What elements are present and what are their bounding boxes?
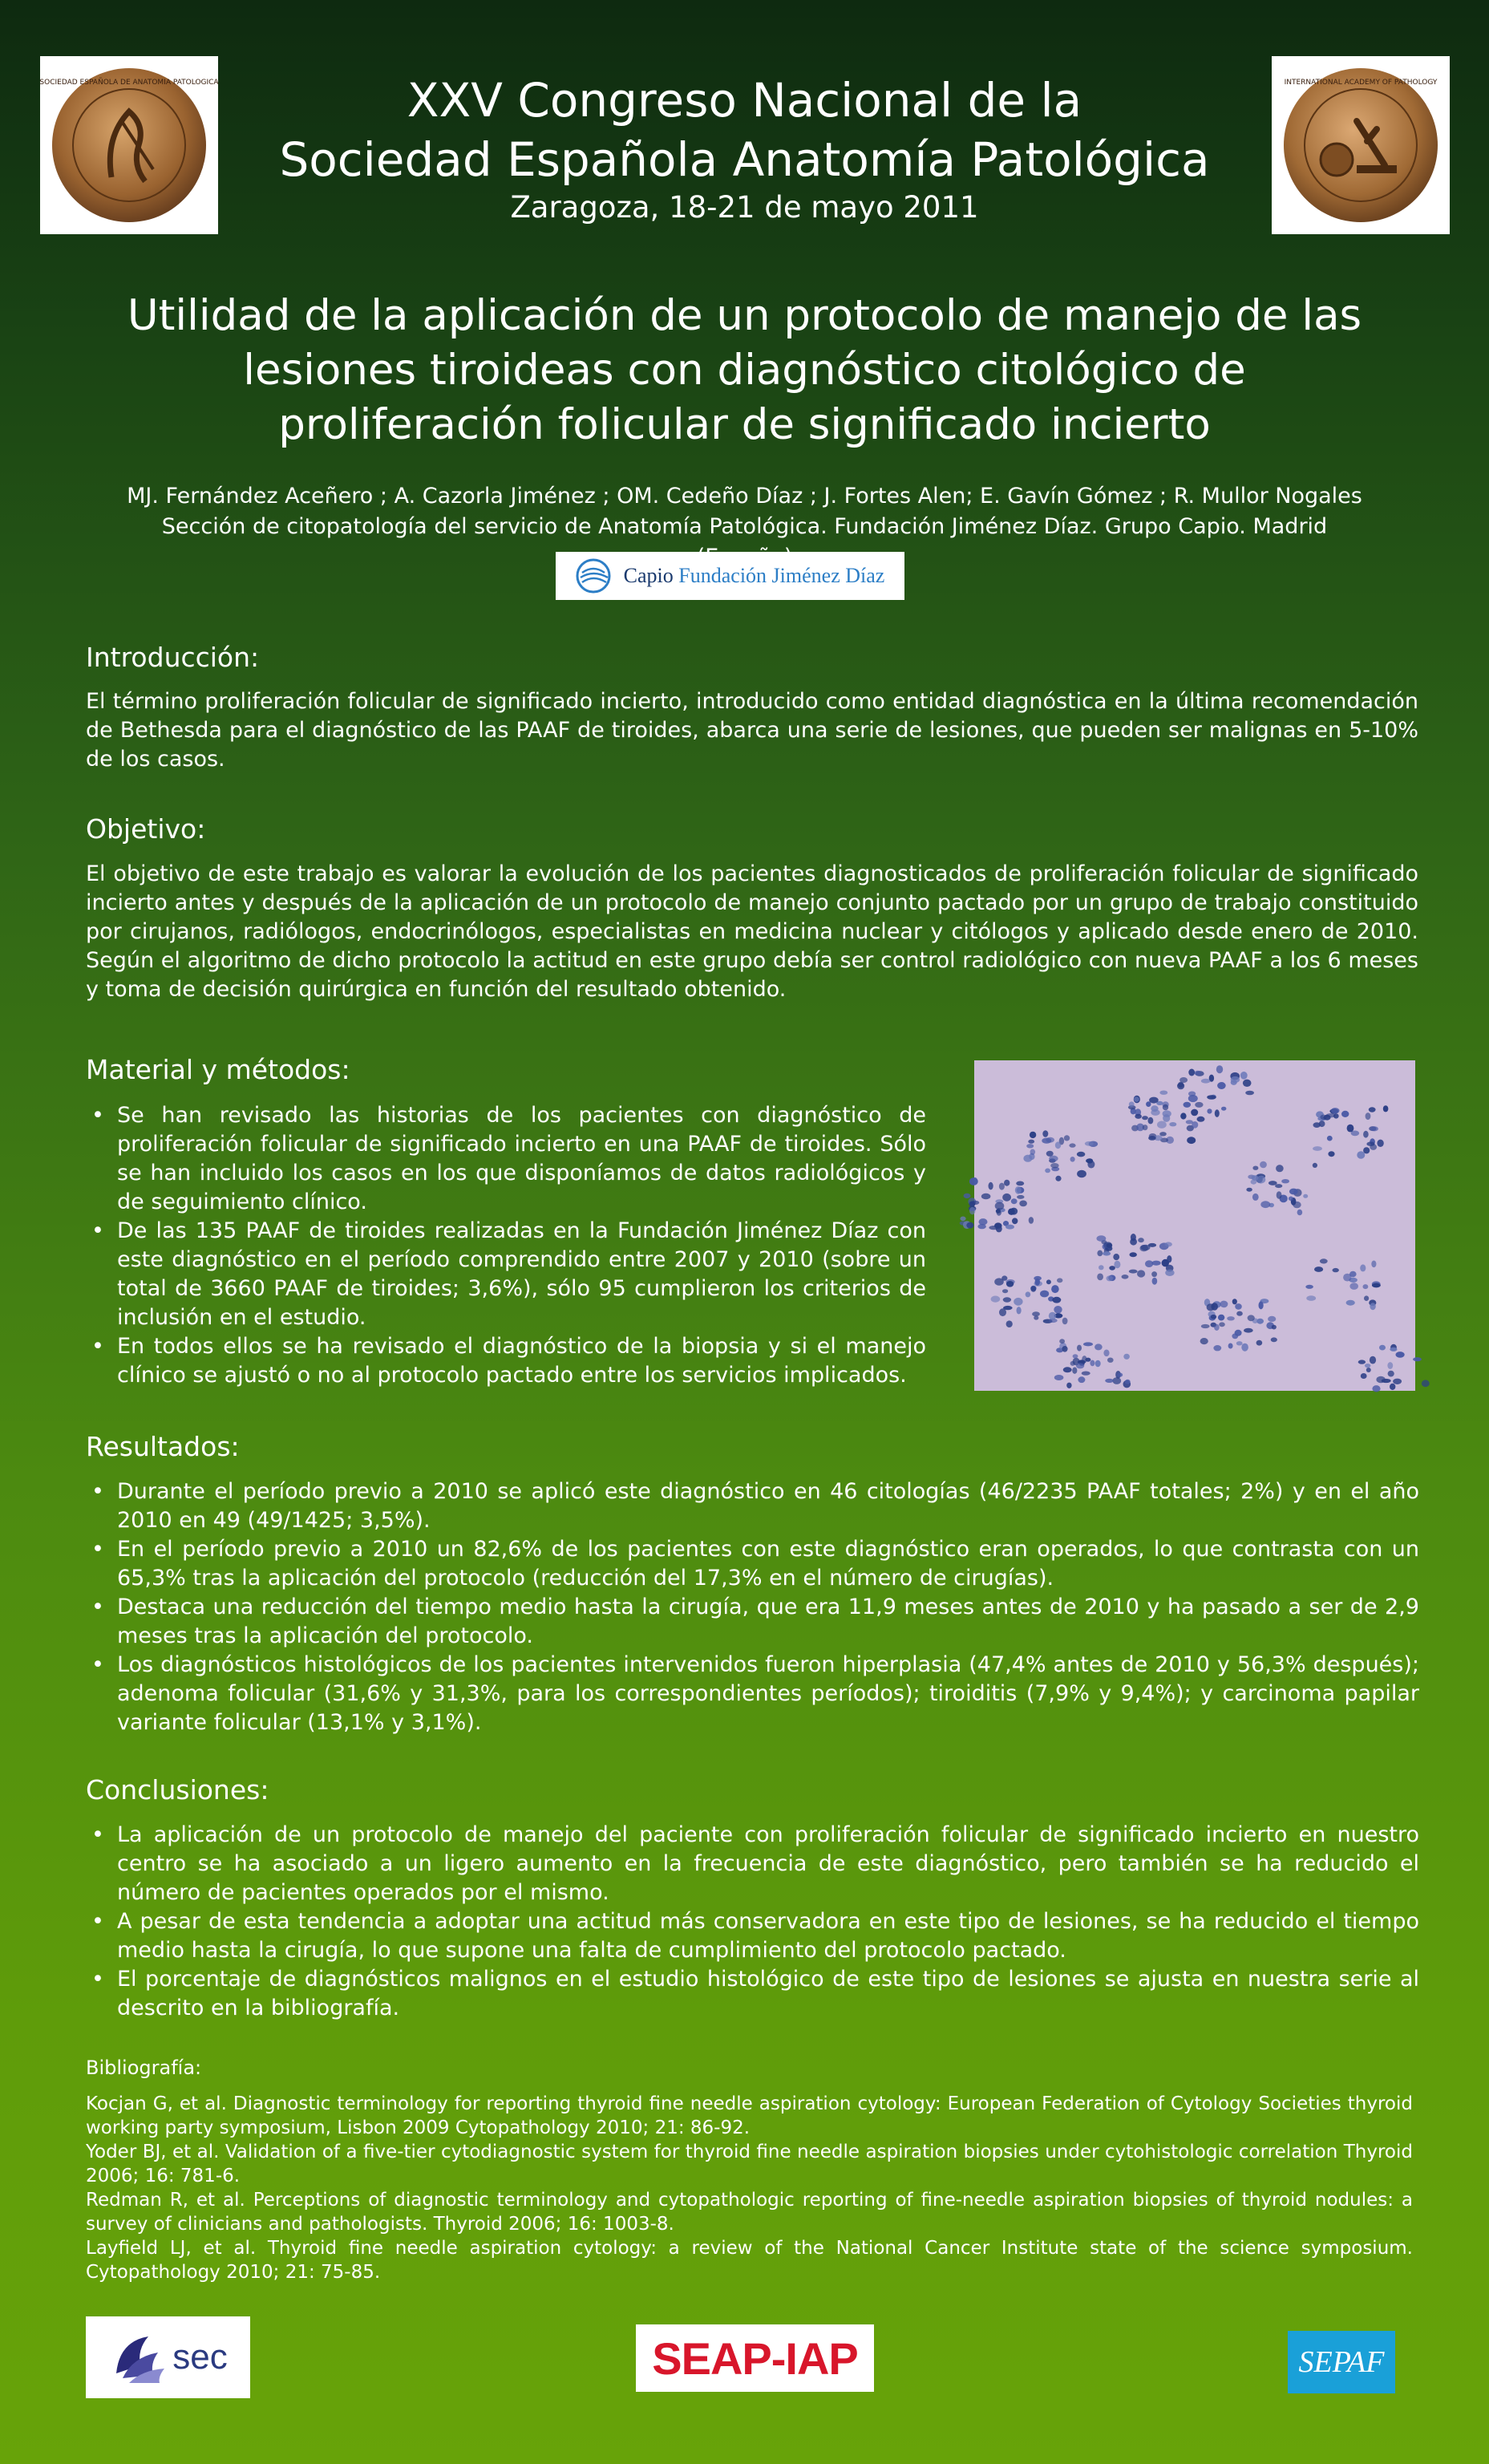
cell-nucleus [960, 1217, 965, 1222]
cell-nucleus [1365, 1364, 1370, 1368]
cell-nucleus [1151, 1105, 1158, 1112]
cell-nucleus [1114, 1261, 1120, 1269]
cell-nucleus [1072, 1368, 1077, 1374]
cell-nucleus [1097, 1250, 1103, 1257]
cell-nucleus [1289, 1197, 1293, 1202]
cell-nucleus [1103, 1251, 1111, 1255]
cell-nucleus [1082, 1372, 1090, 1376]
cell-nucleus [1195, 1102, 1203, 1108]
cell-nucleus [1372, 1385, 1380, 1392]
cell-nucleus [1011, 1198, 1018, 1204]
cell-nucleus [1369, 1107, 1376, 1112]
cell-nucleus [971, 1201, 979, 1205]
cell-nucleus [1240, 1072, 1248, 1080]
cell-nucleus [1149, 1097, 1159, 1104]
capio-logo-word: Capio [623, 564, 679, 587]
cell-nucleus [1085, 1358, 1090, 1362]
cell-nucleus [1017, 1195, 1024, 1199]
cell-nucleus [1103, 1350, 1109, 1357]
section-title-resultados: Resultados: [86, 1431, 240, 1462]
sepaf-logo-text: SEPAF [1298, 2345, 1385, 2379]
cell-nucleus [989, 1182, 993, 1190]
cell-nucleus [1054, 1375, 1064, 1380]
cell-nucleus [1019, 1201, 1027, 1207]
cell-nucleus [1113, 1254, 1119, 1260]
cell-nucleus [1320, 1258, 1328, 1263]
cell-nucleus [1148, 1243, 1156, 1247]
cell-nucleus [1180, 1112, 1186, 1119]
cell-nucleus [994, 1278, 1004, 1285]
cell-nucleus [1191, 1109, 1198, 1116]
resultados-item: • Durante el período previo a 2010 se aplicó este diagnóstico en 46 citologías (46/2235 PAAF totales; 2%) y en el año 2010 en 49 (49/1425; 3,5%). [88, 1477, 1419, 1535]
cell-nucleus [1383, 1105, 1389, 1112]
congress-location-date: Zaragoza, 18-21 de mayo 2011 [510, 190, 979, 225]
cell-nucleus [1241, 1343, 1248, 1352]
cell-nucleus [1012, 1218, 1018, 1224]
cell-nucleus [1049, 1156, 1058, 1162]
capio-logo-text [624, 564, 885, 588]
cell-nucleus [1187, 1137, 1196, 1144]
congress-title-line1: XXV Congreso Nacional de la [407, 73, 1082, 128]
cell-nucleus [1077, 1170, 1086, 1178]
cell-nucleus [1085, 1141, 1094, 1146]
cell-nucleus [1165, 1242, 1172, 1246]
cell-nucleus [1169, 1122, 1176, 1126]
cell-nucleus [1046, 1279, 1051, 1284]
cell-nucleus [1213, 1345, 1221, 1351]
sec-swoosh-icon [108, 2325, 172, 2389]
section-title-metodos: Material y métodos: [86, 1054, 350, 1085]
reference-item: Kocjan G, et al. Diagnostic terminology for reporting thyroid fine needle aspiration cytology: European Federation of Cytology Societies thyroid working party symposium, Lisbon 2009 Cytopathology 2010; 21: 86-92. [86, 2093, 1413, 2138]
cell-nucleus [1324, 1115, 1331, 1121]
resultados-item: • Los diagnósticos histológicos de los pacientes intervenidos fueron hiperplasia (47,4% antes de 2010 y 56,3% después); adenoma folicular (31,6% y 31,3%, para los correspondientes períodos); tiroiditis (7,9% y 9,4%); y carcinoma papilar variante folicular (13,1% y 3,1%). [88, 1651, 1419, 1737]
cell-nucleus [1130, 1238, 1137, 1246]
cell-nucleus [1343, 1274, 1351, 1282]
cell-nucleus [1032, 1311, 1040, 1316]
cell-nucleus [1137, 1270, 1145, 1277]
cell-nucleus [969, 1207, 975, 1214]
capio-fundacion-logo [556, 552, 904, 600]
cell-nucleus [1243, 1080, 1252, 1087]
cell-nucleus [1122, 1275, 1129, 1279]
metodos-list [88, 1101, 926, 1390]
cell-nucleus [1130, 1252, 1137, 1257]
cell-nucleus [1015, 1186, 1022, 1194]
sepaf-logo [1288, 2331, 1395, 2393]
cell-nucleus [1214, 1324, 1220, 1331]
section-title-bibliografia: Bibliografía: [86, 2057, 202, 2079]
conclusiones-item: • El porcentaje de diagnósticos malignos en el estudio histológico de este tipo de lesiones se ajusta en nuestra serie al descrito en la bibliografía. [88, 1965, 1419, 2023]
cell-nucleus [1349, 1283, 1358, 1290]
cell-nucleus [1379, 1345, 1386, 1351]
cell-nucleus [1123, 1354, 1130, 1360]
cell-nucleus [1159, 1091, 1167, 1095]
cell-nucleus [1207, 1108, 1212, 1113]
cell-nucleus [1259, 1301, 1264, 1309]
cell-nucleus [1358, 1360, 1366, 1364]
cell-nucleus [1256, 1319, 1264, 1324]
cell-nucleus [1366, 1368, 1371, 1372]
cell-nucleus [1006, 1281, 1014, 1287]
cell-nucleus [1028, 1140, 1034, 1144]
section-title-introduccion: Introducción: [86, 642, 260, 673]
cell-nucleus [973, 1177, 977, 1185]
cell-nucleus [1157, 1121, 1167, 1129]
cell-nucleus [995, 1202, 1005, 1210]
cell-nucleus [1107, 1358, 1114, 1363]
cell-nucleus [1070, 1157, 1075, 1162]
cell-nucleus [1313, 1146, 1322, 1151]
left-seal-text: SOCIEDAD ESPAÑOLA DE ANATOMIA PATOLOGICA [39, 79, 219, 87]
capio-swirl-icon [576, 558, 616, 594]
cell-nucleus [1393, 1379, 1402, 1384]
cell-nucleus [1314, 1266, 1323, 1272]
cell-nucleus [1142, 1116, 1148, 1120]
micrograph-image [974, 1060, 1415, 1391]
cell-nucleus [1260, 1201, 1270, 1208]
cell-nucleus [1232, 1299, 1237, 1304]
cell-nucleus [1107, 1243, 1112, 1248]
cell-nucleus [1017, 1307, 1022, 1314]
cell-nucleus [1293, 1202, 1301, 1208]
cell-nucleus [1146, 1101, 1151, 1107]
cell-nucleus [1313, 1163, 1317, 1168]
affiliation: Sección de citopatología del servicio de Anatomía Patológica. Fundación Jiménez Díaz. Grupo Capio. Madrid [161, 514, 1328, 539]
cell-nucleus [1319, 1121, 1325, 1127]
cell-nucleus [1235, 1303, 1242, 1310]
cell-nucleus [1252, 1194, 1259, 1201]
resultados-item: • En el período previo a 2010 un 82,6% de los pacientes con este diagnóstico eran operados, lo que contrasta con un 65,3% tras la aplicación del protocolo (reducción del 17,3% en el número de cirugías). [88, 1535, 1419, 1593]
cell-nucleus [1077, 1152, 1085, 1157]
cell-nucleus [1289, 1189, 1298, 1195]
cell-nucleus [1163, 1104, 1168, 1111]
cell-nucleus [1026, 1144, 1034, 1148]
cell-nucleus [1272, 1325, 1277, 1330]
cell-nucleus [1413, 1357, 1422, 1361]
seap-iap-logo-text: SEAP-IAP [652, 2332, 858, 2384]
cell-nucleus [1188, 1095, 1198, 1102]
cell-nucleus [999, 1183, 1005, 1190]
cell-nucleus [1152, 1278, 1158, 1285]
reference-item: Yoder BJ, et al. Validation of a five-tier cytodiagnostic system for thyroid fine needle aspiration biopsies under cytohistologic correlation Thyroid 2006; 16: 781-6. [86, 2142, 1413, 2186]
cell-nucleus [991, 1296, 1001, 1303]
cell-nucleus [1218, 1315, 1224, 1321]
cell-nucleus [1327, 1136, 1333, 1141]
cell-nucleus [1029, 1217, 1034, 1224]
cytology-micrograph [974, 1060, 1415, 1391]
section-title-objetivo: Objetivo: [86, 813, 206, 845]
cell-nucleus [1052, 1297, 1061, 1303]
cell-nucleus [1107, 1275, 1114, 1281]
cell-nucleus [1069, 1143, 1075, 1147]
cell-nucleus [1008, 1209, 1015, 1215]
cell-nucleus [1083, 1342, 1093, 1346]
cell-nucleus [1129, 1270, 1138, 1274]
cell-nucleus [1227, 1316, 1235, 1320]
cell-nucleus [1064, 1135, 1070, 1141]
cell-nucleus [1372, 1283, 1381, 1288]
cell-nucleus [1014, 1298, 1022, 1306]
cell-nucleus [1002, 1289, 1008, 1293]
cell-nucleus [1236, 1311, 1243, 1316]
cell-nucleus [1087, 1161, 1094, 1169]
cell-nucleus [1360, 1264, 1366, 1271]
cell-nucleus [1422, 1380, 1430, 1387]
cell-nucleus [996, 1209, 1001, 1214]
poster-title: Utilidad de la aplicación de un protocolo de manejo de las lesiones tiroideas con diagnóstico citológico de proliferación folicular de significado incierto [127, 291, 1362, 449]
cell-nucleus [1268, 1181, 1277, 1185]
cell-nucleus [1151, 1261, 1160, 1266]
cell-nucleus [1236, 1341, 1243, 1345]
cell-nucleus [1346, 1300, 1355, 1306]
cell-nucleus [1006, 1320, 1013, 1327]
conclusiones-item: • A pesar de esta tendencia a adoptar una actitud más conservadora en este tipo de lesiones, se ha reducido el tiempo medio hasta la cirugía, lo que supone una falta de cumplimiento del protocolo pactado. [88, 1907, 1419, 1965]
cell-nucleus [1252, 1166, 1258, 1170]
seap-iap-logo [636, 2324, 874, 2392]
cell-nucleus [994, 1222, 1002, 1228]
cell-nucleus [1179, 1077, 1188, 1083]
cell-nucleus [1207, 1303, 1215, 1311]
cell-nucleus [1151, 1271, 1157, 1277]
cell-nucleus [1370, 1303, 1375, 1310]
cell-nucleus [1162, 1259, 1169, 1267]
cell-nucleus [1049, 1312, 1056, 1320]
cell-nucleus [1390, 1384, 1395, 1390]
cell-nucleus [1034, 1315, 1038, 1319]
cell-nucleus [1228, 1343, 1233, 1349]
cell-nucleus [1148, 1117, 1154, 1125]
cell-nucleus [1076, 1363, 1084, 1368]
cell-nucleus [1177, 1083, 1184, 1090]
cell-nucleus [1219, 1322, 1225, 1327]
cell-nucleus [1221, 1107, 1226, 1111]
cell-nucleus [1252, 1175, 1259, 1181]
cell-nucleus [1333, 1268, 1339, 1272]
cell-nucleus [1095, 1360, 1101, 1368]
cell-nucleus [1390, 1348, 1397, 1352]
cell-nucleus [1192, 1121, 1198, 1129]
cell-nucleus [1371, 1261, 1376, 1268]
cell-nucleus [1303, 1194, 1308, 1198]
cell-nucleus [1377, 1140, 1383, 1147]
cell-nucleus [1135, 1114, 1142, 1119]
cell-nucleus [1197, 1116, 1205, 1122]
cell-nucleus [1035, 1279, 1040, 1286]
right-seal-text: INTERNATIONAL ACADEMY OF PATHOLOGY [1284, 79, 1438, 87]
cell-nucleus [1062, 1346, 1067, 1352]
metodos-item: • De las 135 PAAF de tiroides realizadas en la Fundación Jiménez Díaz con este diagnóstico en el período comprendido entre 2007 y 2010 (sobre un total de 3660 PAAF de tiroides; 3,6%), sólo 95 cumplieron los criterios de inclusión en el estudio. [88, 1217, 926, 1332]
cell-nucleus [1097, 1235, 1107, 1242]
cell-nucleus [1297, 1210, 1303, 1215]
cell-nucleus [1370, 1126, 1378, 1131]
cell-nucleus [1054, 1306, 1062, 1314]
cell-nucleus [1040, 1291, 1049, 1298]
cell-nucleus [1347, 1125, 1354, 1133]
cell-nucleus [1051, 1285, 1059, 1293]
cell-nucleus [1094, 1343, 1103, 1350]
cell-nucleus [1188, 1069, 1195, 1076]
cell-nucleus [1138, 1238, 1144, 1242]
cell-nucleus [1333, 1113, 1339, 1118]
introduccion-text: El término proliferación folicular de significado incierto, introducido como entidad diagnóstica en la última recomendación de Bethesda para el diagnóstico de las PAAF de tiroides, abarca una serie de lesiones, que pueden ser malignas en 5-10% de los casos. [86, 689, 1418, 772]
cell-nucleus [1305, 1285, 1313, 1289]
cell-nucleus [1277, 1191, 1282, 1199]
cell-nucleus [964, 1194, 971, 1198]
cell-nucleus [1370, 1356, 1376, 1364]
cell-nucleus [1005, 1225, 1014, 1230]
cell-nucleus [1388, 1371, 1394, 1377]
cell-nucleus [1366, 1141, 1374, 1146]
cell-nucleus [1090, 1360, 1094, 1367]
cell-nucleus [1211, 1315, 1216, 1319]
cell-nucleus [1109, 1266, 1115, 1270]
cell-nucleus [1023, 1155, 1032, 1162]
cell-nucleus [1055, 1176, 1061, 1181]
cell-nucleus [1306, 1295, 1316, 1301]
cell-nucleus [999, 1308, 1006, 1316]
cell-nucleus [1148, 1136, 1156, 1141]
cell-nucleus [1248, 1315, 1255, 1321]
cell-nucleus [1220, 1301, 1228, 1308]
congress-title-line2: Sociedad Española Anatomía Patológica [279, 132, 1210, 187]
objetivo-text: El objetivo de este trabajo es valorar la evolución de los pacientes diagnosticados de proliferación folicular de significado incierto antes y después de la aplicación de un protocolo de manejo conjunto pactado por un grupo de trabajo constituido por cirujanos, radiólogos, endocrinólogos, especialistas en medicina nuclear y citólogos y aplicado desde enero de 2010. Según el algoritmo de dicho protocolo la actitud en este grupo debía ser control radiológico con nueva PAAF a los 6 meses y toma de decisión quirúrgica en función del resultado obtenido. [86, 861, 1418, 1002]
cell-nucleus [1045, 1169, 1050, 1173]
cell-nucleus [1244, 1328, 1253, 1333]
cell-nucleus [1134, 1096, 1139, 1102]
cell-nucleus [1046, 1137, 1054, 1143]
cell-nucleus [1004, 1180, 1010, 1186]
cell-nucleus [1077, 1345, 1082, 1352]
cell-nucleus [979, 1218, 988, 1225]
metodos-item: • En todos ellos se ha revisado el diagnóstico de la biopsia y si el manejo clínico se ajustó o no al protocolo pactado entre los servicios implicados. [88, 1332, 926, 1390]
cell-nucleus [1112, 1377, 1121, 1384]
cell-nucleus [1275, 1184, 1282, 1188]
cell-nucleus [1382, 1379, 1391, 1383]
cell-nucleus [1016, 1181, 1024, 1186]
cell-nucleus [1165, 1270, 1174, 1276]
cell-nucleus [1268, 1316, 1276, 1322]
cell-nucleus [1194, 1071, 1200, 1076]
cell-nucleus [1328, 1151, 1334, 1157]
cell-nucleus [1125, 1380, 1131, 1384]
cell-nucleus [1341, 1111, 1349, 1117]
author-list: MJ. Fernández Aceñero ; A. Cazorla Jiménez ; OM. Cedeño Díaz ; J. Fortes Alen; E. Gavín Gómez ; R. Mullor Nogales [127, 484, 1362, 509]
cell-nucleus [1276, 1165, 1284, 1172]
cell-nucleus [1207, 1095, 1216, 1100]
metodos-item: • Se han revisado las historias de los pacientes con diagnóstico de proliferación folicular de significado incierto en una PAAF de tiroides. Sólo se han incluido los casos en los que disponíamos de datos radiológicos y de seguimiento clínico. [88, 1101, 926, 1217]
section-title-conclusiones: Conclusiones: [86, 1774, 269, 1805]
cell-nucleus [1073, 1354, 1078, 1358]
cell-nucleus [1201, 1079, 1211, 1084]
conclusiones-list [88, 1821, 1419, 2023]
cell-nucleus [1129, 1101, 1135, 1107]
cell-nucleus [1216, 1065, 1223, 1073]
reference-item: Redman R, et al. Perceptions of diagnostic terminology and cytopathologic reporting of fine-needle aspiration biopsies of thyroid nodules: a survey of clinicians and pathologists. Thyroid 2006; 16: 1003-8. [86, 2190, 1413, 2235]
capio-logo-foundation: Fundación Jiménez Díaz [678, 564, 885, 587]
cell-nucleus [1260, 1161, 1267, 1169]
cell-nucleus [1030, 1149, 1036, 1155]
cell-nucleus [1235, 1330, 1242, 1336]
cell-nucleus [1030, 1286, 1036, 1291]
sec-logo [86, 2316, 250, 2398]
cell-nucleus [1357, 1151, 1365, 1159]
cell-nucleus [1201, 1324, 1210, 1328]
cell-nucleus [1363, 1284, 1369, 1289]
cell-nucleus [1396, 1352, 1405, 1358]
cell-nucleus [1062, 1318, 1068, 1325]
cell-nucleus [1050, 1163, 1058, 1168]
resultados-list [88, 1477, 1419, 1737]
bibliografia-list [86, 2092, 1413, 2284]
cell-nucleus [1002, 1194, 1011, 1202]
cell-nucleus [1361, 1373, 1367, 1379]
cell-nucleus [1281, 1179, 1289, 1183]
cell-nucleus [1387, 1362, 1393, 1369]
cell-nucleus [1117, 1373, 1123, 1377]
cell-nucleus [1105, 1379, 1114, 1383]
cell-nucleus [1057, 1278, 1062, 1283]
cell-nucleus [1331, 1108, 1340, 1113]
cell-nucleus [1363, 1131, 1369, 1138]
cell-nucleus [1055, 1141, 1061, 1149]
cell-nucleus [1366, 1112, 1371, 1120]
cell-nucleus [1246, 1188, 1252, 1192]
cell-nucleus [1099, 1265, 1104, 1270]
cell-nucleus [1063, 1367, 1072, 1372]
cell-nucleus [1163, 1114, 1170, 1122]
cell-nucleus [1003, 1297, 1011, 1302]
cell-nucleus [1097, 1274, 1103, 1281]
cell-nucleus [1271, 1337, 1277, 1342]
cell-nucleus [1042, 1130, 1048, 1137]
conclusiones-item: • La aplicación de un protocolo de manejo del paciente con proliferación folicular de significado incierto en nuestro centro se ha asociado a un ligero aumento en la frecuencia de este diagnóstico, pero también se ha reducido el número de pacientes operados por el mismo. [88, 1821, 1419, 1907]
cell-nucleus [1066, 1383, 1071, 1388]
cell-nucleus [981, 1194, 991, 1200]
cell-nucleus [1215, 1109, 1220, 1117]
cell-nucleus [1245, 1091, 1254, 1096]
cell-nucleus [1070, 1361, 1075, 1366]
cell-nucleus [1078, 1376, 1085, 1383]
reference-item: Layfield LJ, et al. Thyroid fine needle aspiration cytology: a review of the National Cancer Institute state of the science symposium. Cytopathology 2010; 21: 75-85. [86, 2238, 1413, 2283]
cell-nucleus [1200, 1338, 1208, 1344]
cell-nucleus [1030, 1132, 1036, 1138]
cell-nucleus [966, 1222, 973, 1229]
cell-nucleus [1143, 1125, 1148, 1130]
cell-nucleus [1231, 1076, 1240, 1083]
resultados-item: • Destaca una reducción del tiempo medio hasta la cirugía, que era 11,9 meses antes de 2010 y ha pasado a ser de 2,9 meses tras la aplicación del protocolo. [88, 1593, 1419, 1651]
cell-nucleus [1217, 1082, 1226, 1089]
cell-nucleus [1159, 1132, 1167, 1136]
cell-nucleus [1364, 1295, 1369, 1301]
cell-nucleus [1184, 1102, 1192, 1108]
cell-nucleus [1026, 1291, 1031, 1297]
cell-nucleus [1059, 1339, 1065, 1343]
sec-logo-text: sec [172, 2337, 228, 2377]
cell-nucleus [1256, 1340, 1263, 1346]
